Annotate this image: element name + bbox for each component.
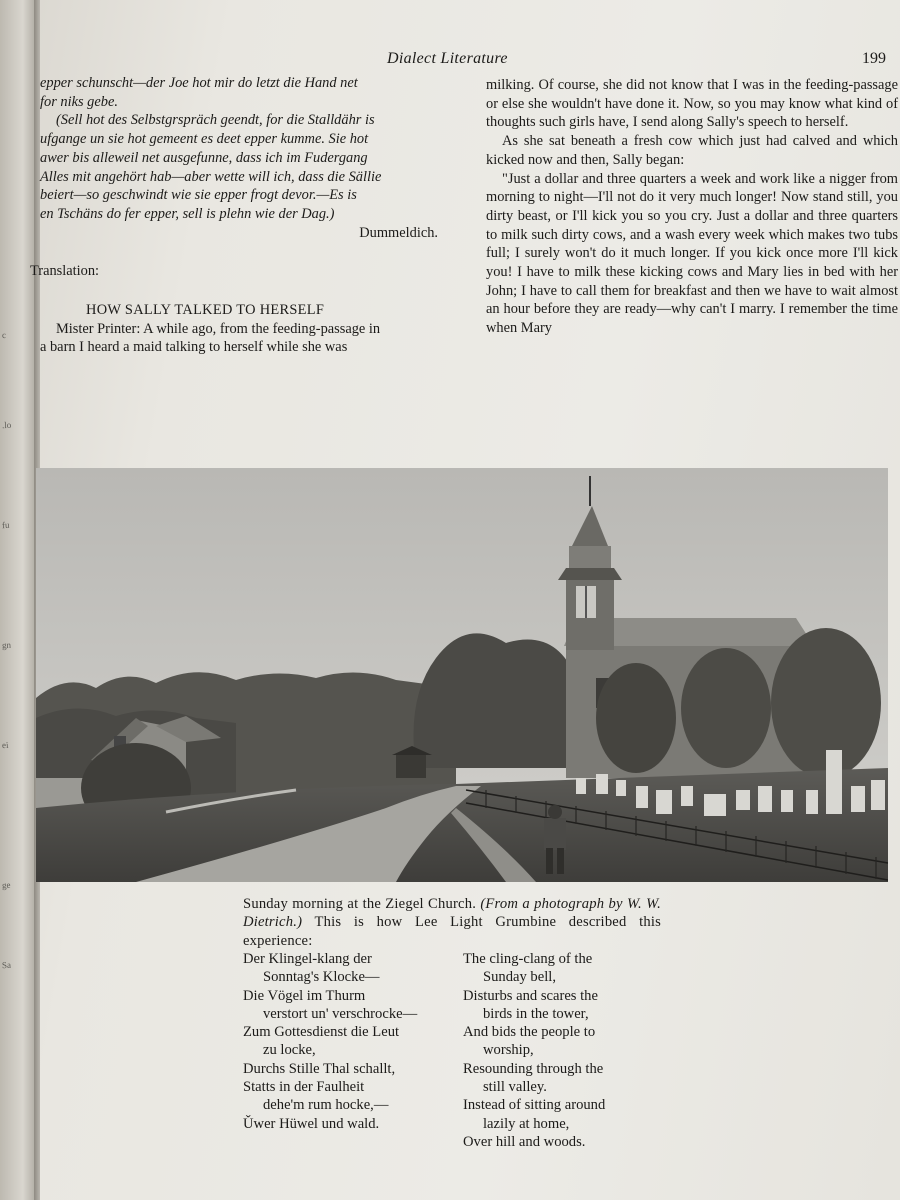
poem-line: Sonntag's Klocke— [263,969,380,986]
poem-line: Resounding through the [463,1060,604,1077]
right-column [486,76,898,338]
poem-line: Die Vögel im Thurm [243,987,366,1004]
poem-line: worship, [483,1042,534,1059]
facing-page-edge: c .lo fu gn ei ge Sa [0,0,38,1200]
poem-line: zu locke, [263,1042,316,1059]
poem-line: Der Klingel-klang der [243,951,372,967]
poem-line: birds in the tower, [483,1005,589,1022]
paragraph: "Just a dollar and three quarters a week and work like a nigger from morning to night—I'll not do it very much longer! Now stand still, you dirty beast, or I'll kick you so you cry. Just a dollar and three quarters to milk such dirty cows, and a wash every week which makes two tubs full; I surely won't do it much longer. If you kick once more I'll kick you! I have to milk these kicking cows and Mary lies in bed with her John; I have to call them for breakfast and then we have to wait almost an hour before they are ready—why can't I marry. I remember the time when Mary [486,170,898,337]
poem-line: Instead of sitting around [463,1097,606,1114]
poem-line: Durchs Stille Thal schallt, [243,1060,396,1077]
book-page [30,0,900,1200]
poem-german-column [243,950,463,1151]
poem-line: still valley. [483,1079,547,1096]
dialect-line: epper schunscht—der Joe hot mir do letzt die Hand net [40,75,358,91]
story-line: Mister Printer: A while ago, from the feeding-passage in [56,320,381,337]
poem-line: dehe'm rum hocke,— [263,1097,389,1114]
dialect-line: (Sell hot des Selbstgrspräch geendt, for die Stalldähr is [56,112,375,129]
dialect-line: Alles mit angehört hab—aber wette will ich, dass die Sällie [40,168,382,185]
poem-line: Ǔwer Hüwel und wald. [243,1115,380,1132]
poem-line: The cling-clang of the [463,951,593,967]
page-number: 199 [862,50,886,67]
dialect-line: beiert—so geschwindt wie sie epper frogt devor.—Es is [40,187,357,204]
story-title: HOW SALLY TALKED TO HERSELF [86,302,325,319]
left-column [30,74,450,357]
signature: Dummeldich. [359,224,438,241]
poem-line: And bids the people to [463,1024,596,1041]
poem-line: Disturbs and scares the [463,987,598,1004]
paragraph: As she sat beneath a fresh cow which just had calved and which kicked now and then, Sally began: [486,133,898,168]
story-line: a barn I heard a maid talking to herself while she was [40,339,348,356]
dialect-line: en Tschäns do fer epper, sell is plehn wie der Dag.) [40,205,335,222]
poem [243,950,683,1151]
church-photograph [36,468,888,882]
poem-english-column [463,950,683,1151]
dialect-line: awer bis alleweil net ausgefunne, dass ich im Fudergang [40,149,368,166]
photo-caption [243,895,661,950]
dialect-line: ufgange un sie hot gemeent es deet epper kumme. Sie hot [40,131,369,148]
caption-text: Sunday morning at the Ziegel Church. [243,896,477,912]
poem-line: Zum Gottesdienst die Leut [243,1024,400,1041]
poem-line: Over hill and woods. [463,1133,586,1150]
caption-text: This is how Lee Light Grumbine described this experience: [243,914,661,949]
translation-label: Translation: [30,263,100,280]
poem-line: lazily at home, [483,1115,570,1132]
poem-line: Sunday bell, [483,969,556,986]
dialect-passage [40,74,450,224]
running-title: Dialect Literature [387,50,508,67]
photo-credit: (From a photograph by W. W. Dietrich.) [243,896,661,931]
poem-line: Statts in der Faulheit [243,1079,365,1096]
dialect-line: for niks gebe. [40,93,118,110]
paragraph: milking. Of course, she did not know that I was in the feeding-passage or else she wouldn't have done it. Now, so you may know what kind of thoughts such girls have, I send along Sally's speech to herself. [486,77,898,131]
poem-line: verstort un' verschrocke— [263,1005,418,1022]
